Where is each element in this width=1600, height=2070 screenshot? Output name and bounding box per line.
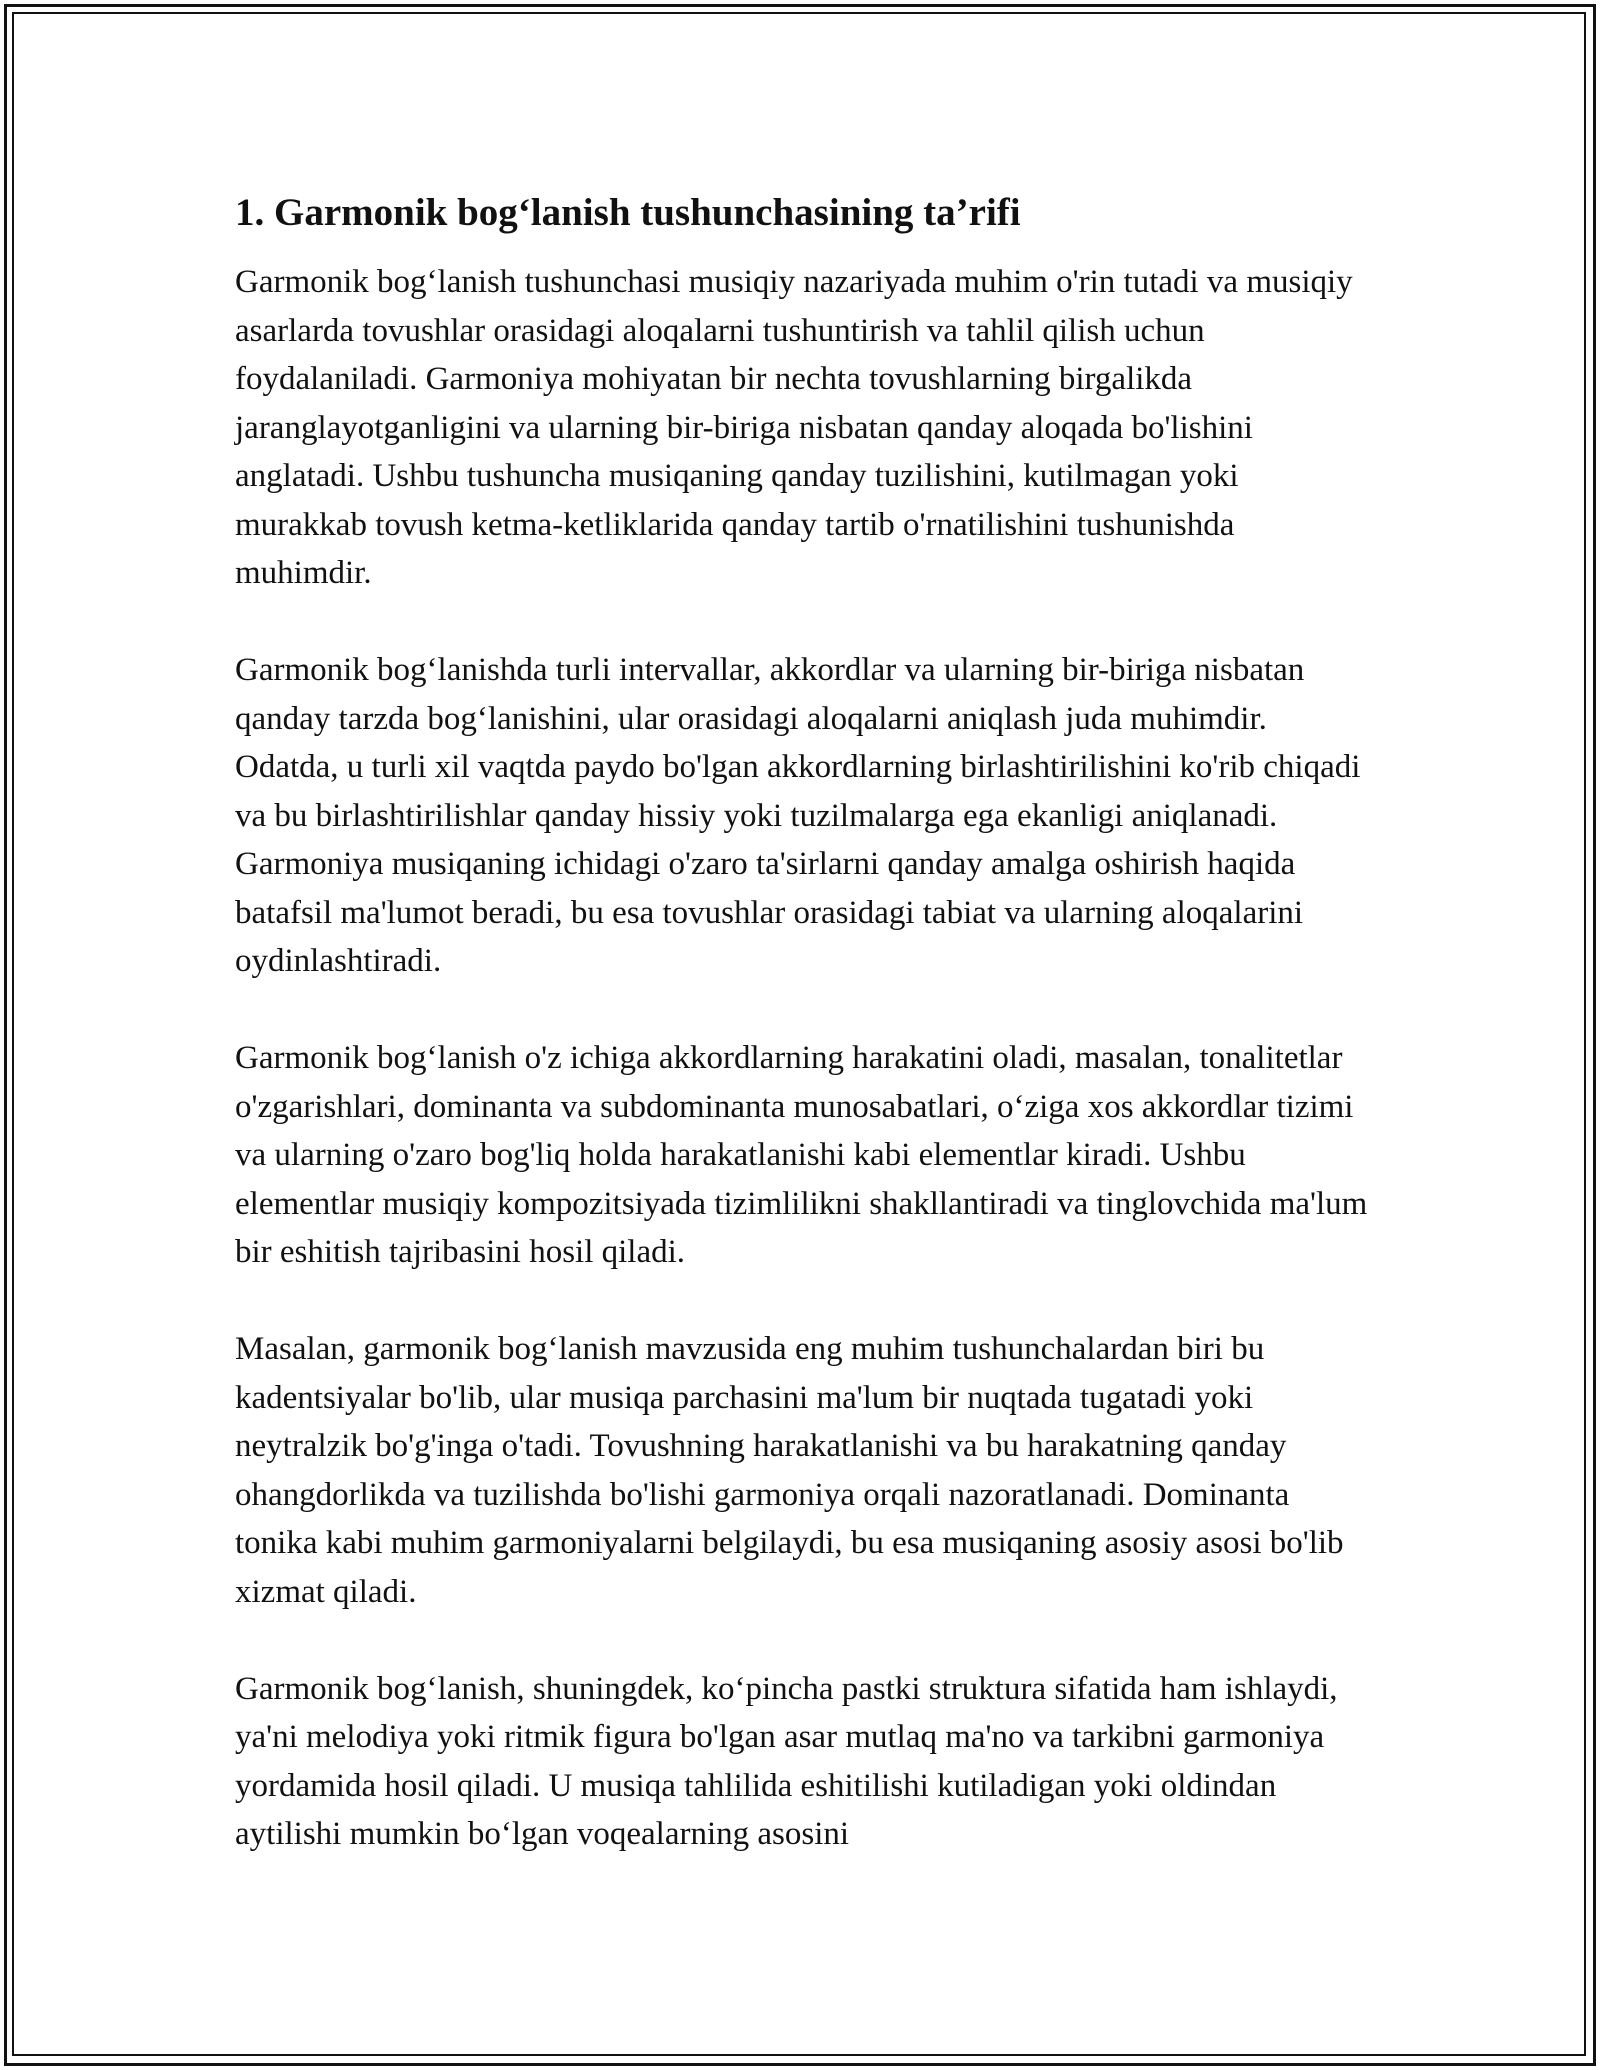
section-heading: 1. Garmonik bog‘lanish tushunchasining ta’rifi [235,191,1021,234]
paragraph-2: Garmonik bog‘lanishda turli intervallar, akkordlar va ularning bir-biriga nisbatan qanday tarzda bog‘lanishini, ular orasidagi aloqalarni aniqlash juda muhimdir. Odatda, u turli xil vaqtda paydo bo'lgan akkordlarning birlashtirilishini ko'rib chiqadi va bu birlashtirilishlar qanday hissiy yoki tuzilmalarga ega ekanligi aniqlanadi. Garmoniya musiqaning ichidagi o'zaro ta'sirlarni qanday amalga oshirish haqida batafsil ma'lumot beradi, bu esa tovushlar orasidagi tabiat va ularning aloqalarini oydinlashtiradi. [235,652,1361,979]
paragraph-4: Masalan, garmonik bog‘lanish mavzusida eng muhim tushunchalardan biri bu kadentsiyalar bo'lib, ular musiqa parchasini ma'lum bir nuqtada tugatadi yoki neytralzik bo'g'inga o'tadi. Tovushning harakatlanishi va bu harakatning qanday ohangdorlikda va tuzilishda bo'lishi garmoniya orqali nazoratlanadi. Dominanta tonika kabi muhim garmoniyalarni belgilaydi, bu esa musiqaning asosiy asosi bo'lib xizmat qiladi. [235,1331,1344,1610]
paragraph-1: Garmonik bog‘lanish tushunchasi musiqiy nazariyada muhim o'rin tutadi va musiqiy asarlarda tovushlar orasidagi aloqalarni tushuntirish va tahlil qilish uchun foydalaniladi. Garmoniya mohiyatan bir nechta tovushlarning birgalikda jaranglayotganligini va ularning bir-biriga nisbatan qanday aloqada bo'lishini anglatadi. Ushbu tushuncha musiqaning qanday tuzilishini, kutilmagan yoki murakkab tovush ketma-ketliklarida qanday tartib o'rnatilishini tushunishda muhimdir. [235,264,1353,591]
paragraph-5: Garmonik bog‘lanish, shuningdek, ko‘pincha pastki struktura sifatida ham ishlaydi, ya'ni melodiya yoki ritmik figura bo'lgan asar mutlaq ma'no va tarkibni garmoniya yordamida hosil qiladi. U musiqa tahlilida eshitilishi kutiladigan yoki oldindan aytilishi mumkin bo‘lgan voqealarning asosini [235,1670,1338,1852]
paragraph-3: Garmonik bog‘lanish o'z ichiga akkordlarning harakatini oladi, masalan, tonalitetlar o'zgarishlari, dominanta va subdominanta munosabatlari, o‘ziga xos akkordlar tizimi va ularning o'zaro bog'liq holda harakatlanishi kabi elementlar kiradi. Ushbu elementlar musiqiy kompozitsiyada tizimlilikni shakllantiradi va tinglovchida ma'lum bir eshitish tajribasini hosil qiladi. [235,1040,1368,1270]
document-body [235,186,1375,1907]
